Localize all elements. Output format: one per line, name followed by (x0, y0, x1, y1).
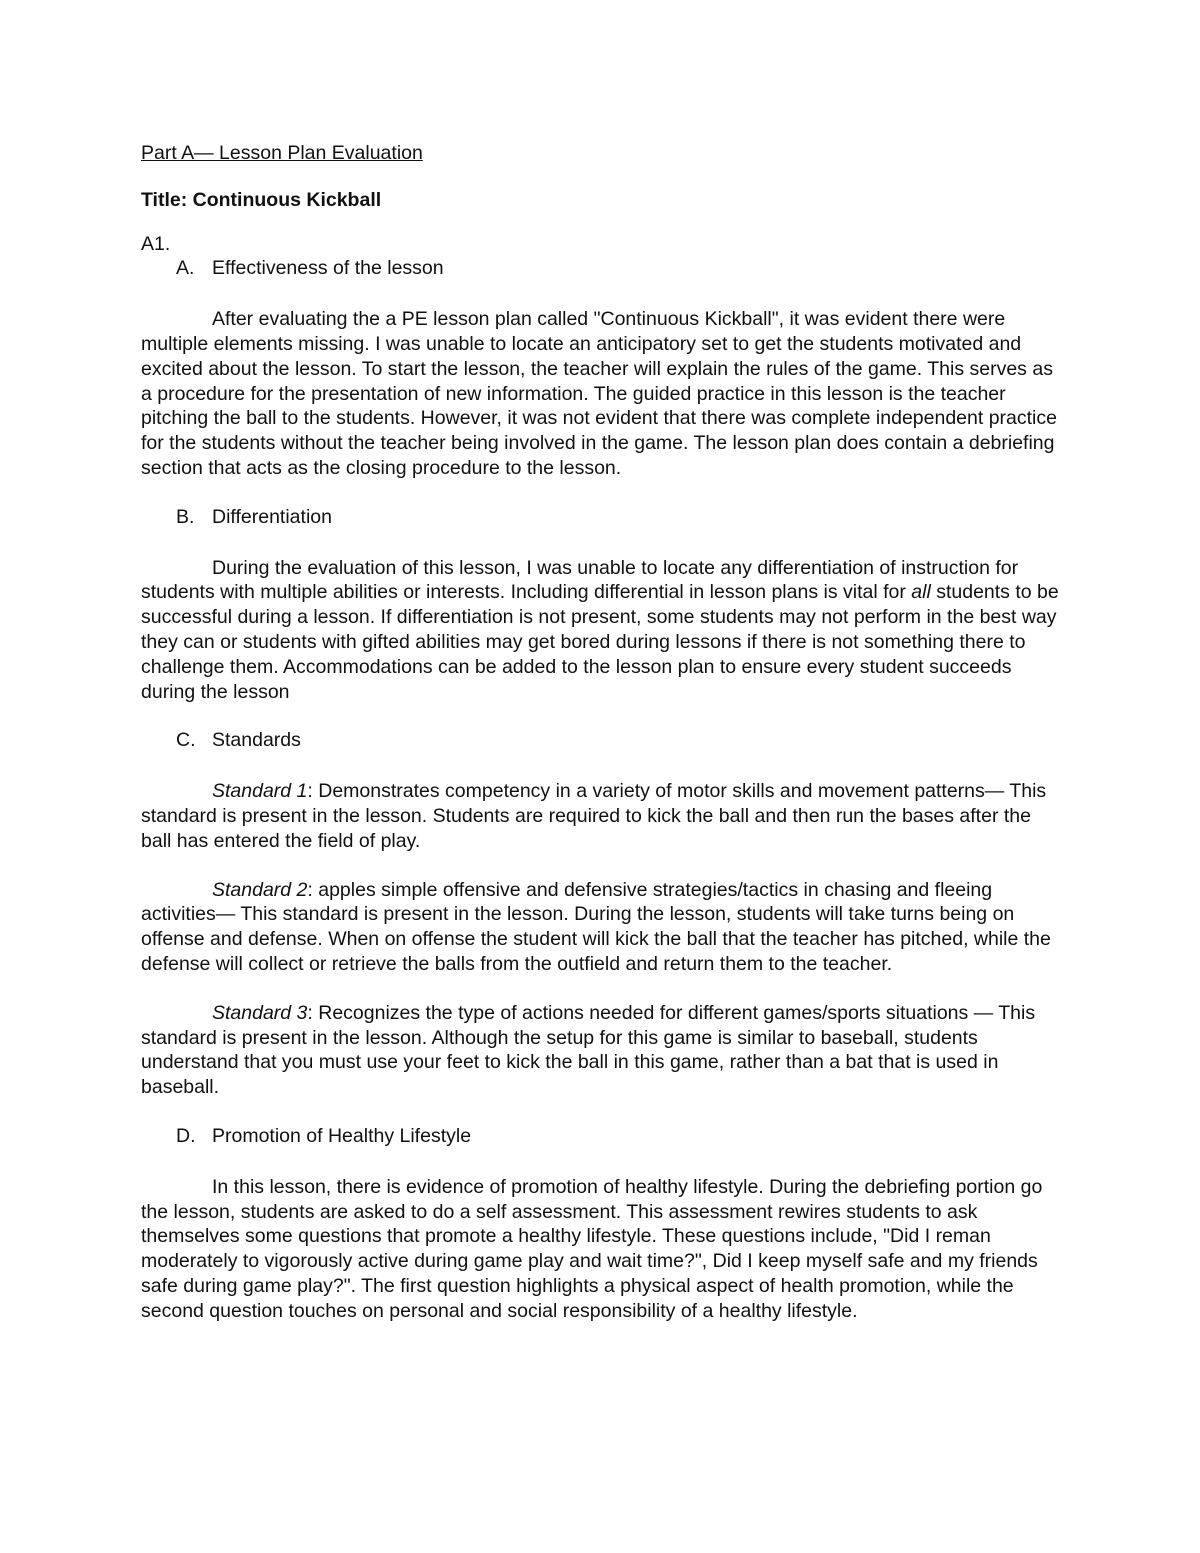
section-d-heading (141, 1124, 1061, 1149)
section-a-heading (141, 256, 1061, 281)
section-c-heading (141, 728, 1061, 753)
body-text: students to be successful during a lesson. If differentiation is not present, some students may not perform in the best way they can or students with gifted abilities may get bored during lessons if there is not something there to challenge them. Accommodations can be added to the lesson plan to ensure every student succeeds during the lesson (141, 581, 1059, 703)
standard-text: : Recognizes the type of actions needed for different games/sports situations — This standard is present in the lesson. Although the setup for this game is similar to baseball, students understand that you must use your feet to kick the ball in this game, rather than a bat that is used in baseball. (141, 1001, 1036, 1099)
section-heading: Effectiveness of the lesson (212, 257, 444, 280)
section-d-body: In this lesson, there is evidence of promotion of healthy lifestyle. During the debriefing portion go the lesson, students are asked to do a self assessment. This assessment rewires students to ask themselves some questions that promote a healthy lifestyle. These questions include, "Did I reman moderately to vigorously active during game play and wait time?", Did I keep myself safe and my friends safe during game play?". The first question highlights a physical aspect of health promotion, while the second question touches on personal and social responsibility of a healthy lifestyle. (141, 1175, 1043, 1322)
section-heading: Standards (212, 729, 301, 752)
section-a-body: After evaluating the a PE lesson plan called "Continuous Kickball", it was evident there were multiple elements missing. I was unable to locate an anticipatory set to get the students motivated and excited about the lesson. To start the lesson, the teacher will explain the rules of the game. This serves as a procedure for the presentation of new information. The guided practice in this lesson is the teacher pitching the ball to the students. However, it was not evident that there was complete independent practice for the students without the teacher being involved in the game. The lesson plan does contain a debriefing section that acts as the closing procedure to the lesson. (141, 308, 1057, 479)
emphasis-text: all (911, 581, 931, 604)
section-letter: A. (176, 257, 195, 280)
standard-label: Standard 3 (212, 1001, 308, 1024)
standard-text: : Demonstrates competency in a variety of motor skills and movement patterns— This standard is present in the lesson. Students are required to kick the ball and then run the bases after the ball has entered the field of play. (141, 780, 1047, 852)
section-heading: Differentiation (212, 505, 332, 528)
section-letter: B. (176, 505, 195, 528)
standard-label: Standard 1 (212, 780, 308, 803)
standard-2 (141, 878, 1061, 977)
document-content (141, 141, 1061, 1323)
document-title: Title: Continuous Kickball (141, 188, 382, 211)
section-letter: D. (176, 1124, 196, 1147)
standard-text: : apples simple offensive and defensive strategies/tactics in chasing and fleeing activities— This standard is present in the lesson. During the lesson, students will take turns being on offense and defense. When on offense the student will kick the ball that the teacher has pitched, while the defense will collect or retrieve the balls from the outfield and return them to the teacher. (141, 878, 1051, 975)
standard-label: Standard 2 (212, 878, 308, 901)
standard-3 (141, 1001, 1061, 1100)
section-heading: Promotion of Healthy Lifestyle (212, 1124, 472, 1147)
section-letter: C. (176, 729, 196, 752)
part-title: Part A— Lesson Plan Evaluation (141, 142, 423, 164)
section-b-body (141, 556, 1061, 705)
standard-1 (141, 779, 1061, 853)
body-text: During the evaluation of this lesson, I was unable to locate any differentiation of instruction for students with multiple abilities or interests. Including differential in lesson plans is vital for (141, 556, 1019, 604)
section-b-heading (141, 505, 1061, 530)
section-label: A1. (141, 232, 171, 255)
